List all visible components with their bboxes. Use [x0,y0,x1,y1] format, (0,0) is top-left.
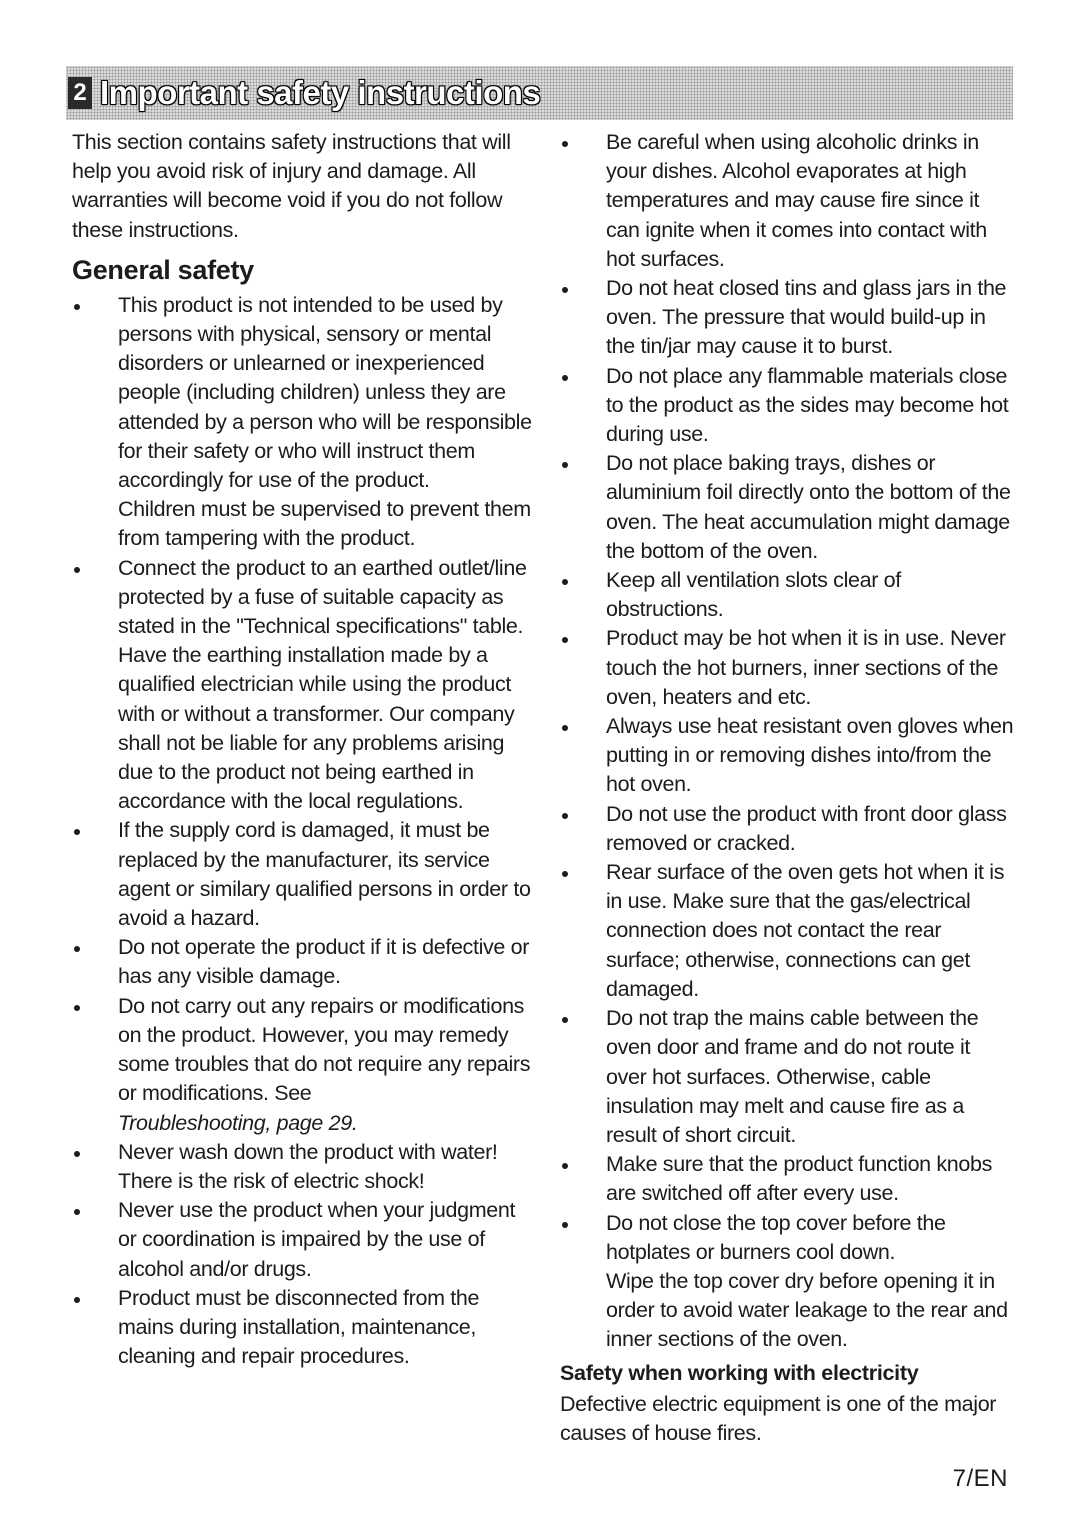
safety-list-right [560,128,1015,1355]
bullet-icon [562,637,568,643]
list-item [72,1138,532,1196]
list-item [72,992,532,1138]
list-item [72,554,532,817]
list-item [560,1004,1015,1150]
bullet-icon [74,567,80,573]
list-item-text: Do not place any flammable materials close to the product as the sides may become hot during use. [606,363,1009,447]
list-item-text: Be careful when using alcoholic drinks in your dishes. Alcohol evaporates at high temperatures and may cause fire since it can ignite when it comes into contact with hot surfaces. [606,130,987,271]
bullet-icon [74,829,80,835]
list-item-text: If the supply cord is damaged, it must be replaced by the manufacturer, its service agent or similary qualified persons in order to avoid a hazard. [118,818,531,931]
bullet-icon [562,462,568,468]
list-item [72,291,532,554]
list-item-text: Product may be hot when it is in use. Never touch the hot burners, inner sections of the oven, heaters and etc. [606,626,1006,709]
list-item [560,858,1015,1004]
list-item [560,1150,1015,1208]
list-item [72,1196,532,1284]
bullet-icon [74,1209,80,1215]
list-item [560,449,1015,566]
right-column [560,128,1015,1448]
bullet-icon [562,1163,568,1169]
list-item-text: Connect the product to an earthed outlet/line protected by a fuse of suitable capacity as stated in the "Technical specifications" table. Have the earthing installation made by a qualified electrician while using the product with or without a transformer. Our company shall not be liable for any problems arising due to the product not being earthed in accordance with the local regulations. [118,555,527,814]
list-item-text: Do not trap the mains cable between the oven door and frame and do not route it over hot surfaces. Otherwise, cable insulation may melt and cause fire as a result of short circuit. [606,1006,979,1147]
left-column [72,128,532,1371]
bullet-icon [74,304,80,310]
list-item-text: Never wash down the product with water! There is the risk of electric shock! [118,1139,498,1193]
list-item [72,933,532,991]
bullet-icon [74,1297,80,1303]
list-item [560,1209,1015,1355]
list-item-text: Never use the product when your judgment or coordination is impaired by the use of alcohol and/or drugs. [118,1198,516,1281]
list-item [560,800,1015,858]
list-item [560,566,1015,624]
list-item [560,128,1015,274]
list-item-text: Do not heat closed tins and glass jars in the oven. The pressure that would build-up in the tin/jar may cause it to burst. [606,276,1007,359]
bullet-icon [562,1017,568,1023]
bullet-icon [562,375,568,381]
general-safety-heading: General safety [72,254,254,285]
safety-list-left [72,291,532,1372]
intro-paragraph: This section contains safety instructions that will help you avoid risk of injury and damage. All warranties will become void if you do not follow these instructions. [72,130,511,242]
list-item-text: Always use heat resistant oven gloves when putting in or removing dishes into/from the hot oven. [606,714,1014,797]
list-item [560,362,1015,450]
list-item [560,712,1015,800]
bullet-icon [562,871,568,877]
list-item-text: Make sure that the product function knobs are switched off after every use. [606,1152,993,1206]
list-item [560,274,1015,362]
page-number: 7/EN [952,1465,1008,1492]
list-item-text: Do not close the top cover before the hotplates or burners cool down. [606,1210,946,1264]
list-item-text: Do not place baking trays, dishes or aluminium foil directly onto the bottom of the oven. The heat accumulation might damage the bottom of the oven. [606,451,1011,563]
list-item-text: This product is not intended to be used by persons with physical, sensory or mental disorders or unlearned or inexperienced people (including children) unless they are attended by a person who will be responsible for their safety or who will instruct them accordingly for use of the product. [118,292,532,493]
list-item [72,816,532,933]
bullet-icon [562,725,568,731]
bullet-icon [74,1151,80,1157]
list-item-text: Keep all ventilation slots clear of obstructions. [606,568,901,622]
bullet-icon [562,141,568,147]
list-item-text: Rear surface of the oven gets hot when it is in use. Make sure that the gas/electrical connection does not contact the rear surface; otherwise, connections can get damaged. [606,860,1005,1001]
bullet-icon [562,1222,568,1228]
list-item-text: Do not carry out any repairs or modifications on the product. However, you may remedy some troubles that do not require any repairs or modifications. See [118,993,531,1106]
list-item-note: Children must be supervised to prevent them from tampering with the product. [118,497,531,551]
bullet-icon [74,946,80,952]
chapter-banner [66,66,1013,120]
chapter-number: 2 [68,77,92,109]
bullet-icon [562,813,568,819]
list-item-text: Product must be disconnected from the mains during installation, maintenance, cleaning and repair procedures. [118,1285,480,1369]
bullet-icon [562,287,568,293]
electricity-paragraph: Defective electric equipment is one of the major causes of house fires. [560,1391,997,1445]
list-item-text: Do not use the product with front door glass removed or cracked. [606,801,1007,855]
bullet-icon [74,1005,80,1011]
list-item-note: Wipe the top cover dry before opening it in order to avoid water leakage to the rear and inner sections of the oven. [606,1268,1008,1352]
list-item-text: Do not operate the product if it is defective or has any visible damage. [118,935,530,989]
bullet-icon [562,579,568,585]
list-item [72,1284,532,1372]
chapter-title: Important safety instructions [100,74,541,111]
list-item [560,624,1015,712]
troubleshooting-reference-link[interactable]: Troubleshooting, page 29. [118,1110,358,1135]
electricity-safety-heading: Safety when working with electricity [560,1360,919,1385]
